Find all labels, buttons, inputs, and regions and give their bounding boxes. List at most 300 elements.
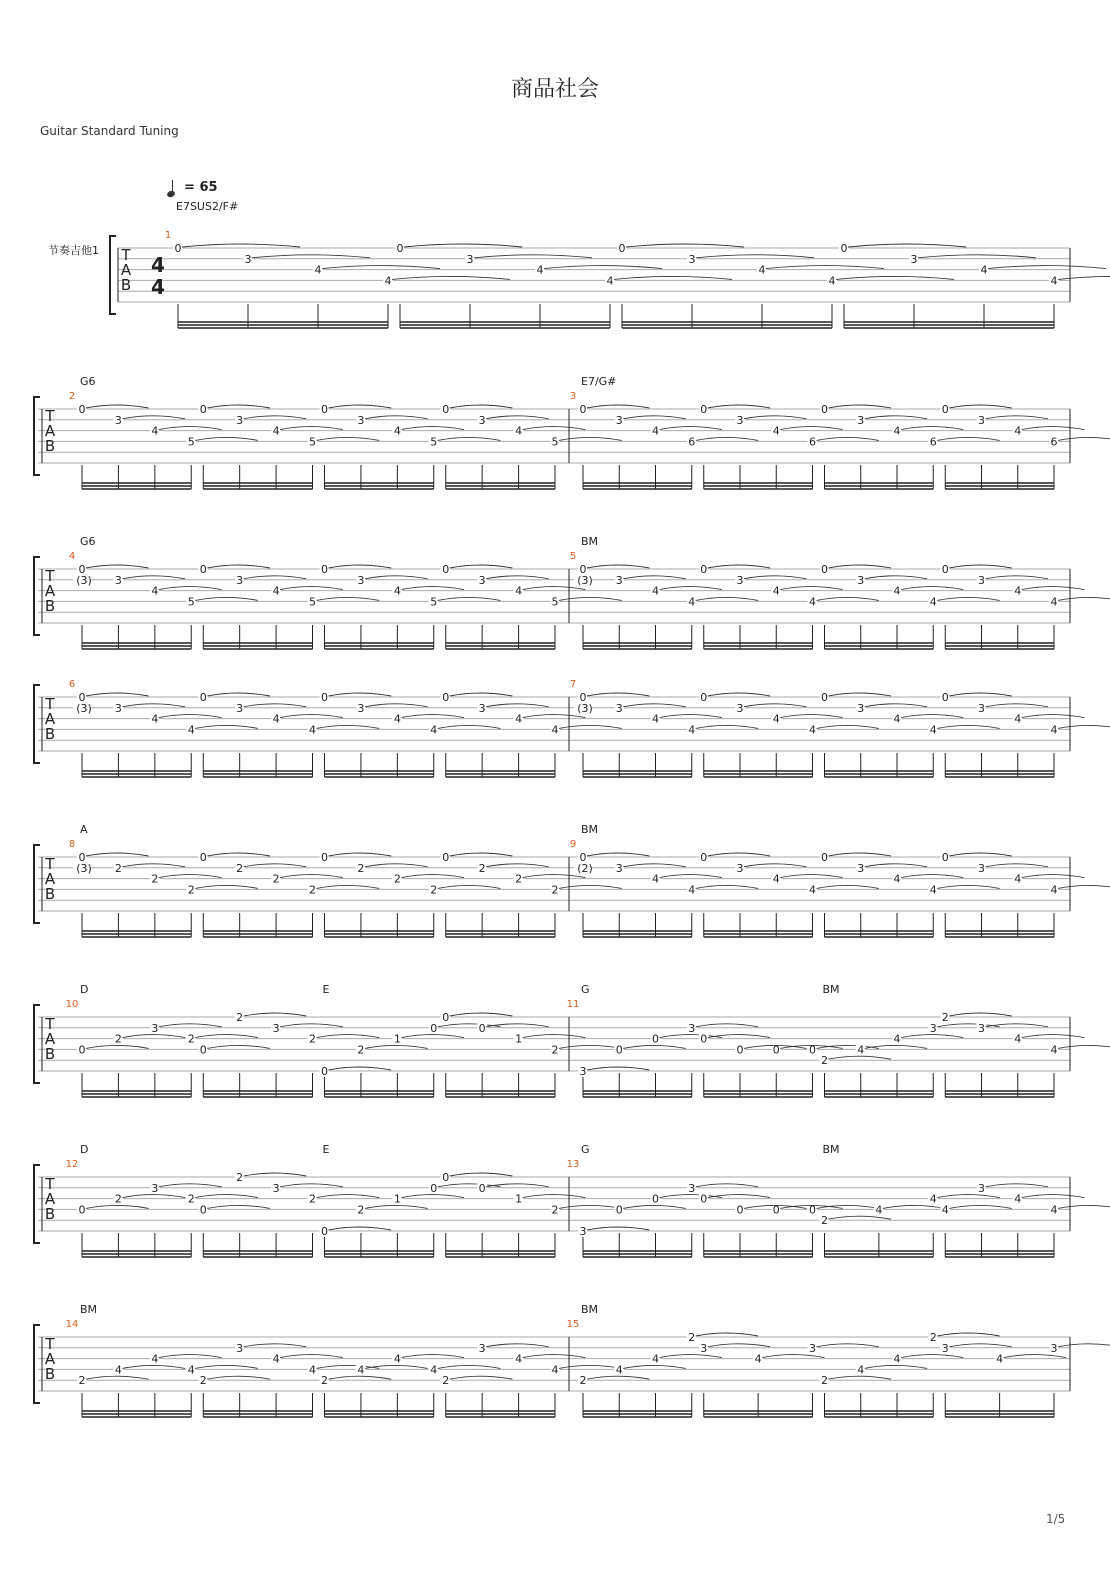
tie-arc xyxy=(587,853,649,856)
tie-arc xyxy=(1022,1035,1084,1038)
tie-arc xyxy=(86,693,149,696)
fret-number: 4 xyxy=(652,712,659,726)
time-signature-bottom: 4 xyxy=(151,275,165,299)
fret-number: 2 xyxy=(236,1171,244,1184)
fret-number: 4 xyxy=(875,1203,883,1217)
fret-number: 5 xyxy=(309,595,316,609)
fret-number: 0 xyxy=(478,1021,486,1035)
fret-number: 4 xyxy=(1050,1203,1058,1217)
fret-number: 5 xyxy=(551,595,559,609)
measure-number: 12 xyxy=(65,1159,79,1170)
fret-number: 1 xyxy=(393,1192,401,1206)
fret-number: 3 xyxy=(478,701,486,715)
fret-number: 4 xyxy=(929,1192,937,1206)
fret-number: 4 xyxy=(893,712,901,726)
fret-number: 0 xyxy=(736,1043,744,1057)
tie-arc xyxy=(280,875,343,878)
tie-arc xyxy=(937,1333,999,1336)
tie-arc xyxy=(122,416,185,419)
fret-number: 0 xyxy=(321,563,328,576)
fret-number: 4 xyxy=(688,883,696,897)
fret-number: 0 xyxy=(321,691,328,704)
measure-number: 7 xyxy=(569,679,577,690)
tie-arc xyxy=(587,1227,649,1230)
tie-arc xyxy=(660,1355,722,1358)
tie-arc xyxy=(587,1376,649,1379)
fret-number: 0 xyxy=(615,1203,623,1217)
tie-arc xyxy=(986,576,1048,579)
fret-number: 4 xyxy=(1014,1192,1022,1206)
fret-number: 2 xyxy=(688,1331,696,1344)
fret-number: 4 xyxy=(114,1363,122,1377)
fret-number: 4 xyxy=(1014,872,1022,886)
tie-arc xyxy=(1022,587,1084,590)
tie-arc xyxy=(365,576,428,579)
tie-arc xyxy=(401,875,464,878)
fret-number: 4 xyxy=(652,584,659,598)
fret-number: 4 xyxy=(652,1352,659,1366)
fret-number: 2 xyxy=(821,1054,828,1068)
fret-number: 2 xyxy=(309,883,316,897)
chord-name: G xyxy=(581,1143,590,1156)
fret-number: 0 xyxy=(618,242,626,255)
tie-arc xyxy=(696,1024,758,1027)
fret-number: 0 xyxy=(700,403,708,416)
tie-arc xyxy=(317,1195,380,1198)
fret-number: 3 xyxy=(151,1021,159,1035)
tie-arc xyxy=(365,704,428,707)
fret-number: 4 xyxy=(272,712,280,726)
tie-arc xyxy=(626,244,744,247)
tie-arc xyxy=(317,1035,380,1038)
fret-number: 4 xyxy=(1050,595,1058,609)
tie-arc xyxy=(829,405,891,408)
fret-number: 2 xyxy=(821,1374,828,1388)
fret-number: 0 xyxy=(321,1225,328,1238)
fret-number: 3 xyxy=(114,413,122,427)
fret-number: 3 xyxy=(910,252,918,266)
fret-number: 0 xyxy=(199,1203,207,1217)
tie-arc xyxy=(317,437,380,440)
fret-number: 4 xyxy=(1050,274,1058,288)
tie-arc xyxy=(486,416,549,419)
fret-number: 4 xyxy=(151,424,159,438)
fret-number: 0 xyxy=(396,242,404,255)
tie-arc xyxy=(660,875,722,878)
fret-number: 4 xyxy=(151,712,159,726)
fret-number: 0 xyxy=(821,691,828,704)
tie-arc xyxy=(829,853,891,856)
tie-arc xyxy=(122,864,185,867)
tie-arc xyxy=(207,853,270,856)
fret-number: 3 xyxy=(736,413,744,427)
tab-clef-letter: B xyxy=(44,1205,56,1223)
tie-arc xyxy=(207,405,270,408)
fret-number: 4 xyxy=(754,1352,762,1366)
fret-number: 2 xyxy=(515,872,523,886)
tie-arc xyxy=(865,704,927,707)
fret-number: 0 xyxy=(700,1032,708,1046)
ghost-fret-number: (3) xyxy=(76,701,92,715)
tie-arc xyxy=(623,576,685,579)
fret-number: 0 xyxy=(442,403,450,416)
fret-number: 3 xyxy=(478,573,486,587)
fret-number: 6 xyxy=(688,435,696,449)
tie-arc xyxy=(988,266,1106,269)
fret-number: 4 xyxy=(1014,712,1022,726)
fret-number: 3 xyxy=(236,573,244,587)
tab-clef-letter: T xyxy=(45,567,55,585)
page-number: 1/5 xyxy=(1046,1512,1066,1526)
tie-arc xyxy=(901,875,963,878)
tie-arc xyxy=(523,1195,586,1198)
fret-number: 4 xyxy=(430,1363,438,1377)
ghost-fret-number: (3) xyxy=(76,861,92,875)
tab-clef-letter: B xyxy=(44,1365,56,1383)
fret-number: 0 xyxy=(199,691,207,704)
measure-number: 15 xyxy=(566,1319,580,1330)
fret-number: 1 xyxy=(515,1192,523,1206)
fret-number: 3 xyxy=(579,1065,587,1078)
tie-arc xyxy=(986,1184,1048,1187)
tie-arc xyxy=(86,1045,149,1048)
measure-number: 1 xyxy=(164,230,172,241)
tie-arc xyxy=(865,864,927,867)
tie-arc xyxy=(86,565,149,568)
fret-number: 6 xyxy=(929,435,937,449)
tab-clef-letter: B xyxy=(44,725,56,743)
tie-arc xyxy=(836,276,954,279)
tab-clef-letter: A xyxy=(44,1190,56,1208)
fret-number: 5 xyxy=(187,595,195,609)
fret-number: 4 xyxy=(652,424,659,438)
fret-number: 4 xyxy=(772,584,780,598)
tie-arc xyxy=(817,1344,879,1347)
fret-number: 4 xyxy=(151,584,159,598)
tie-arc xyxy=(623,1045,685,1048)
fret-number: 0 xyxy=(199,1043,207,1057)
tempo-equals: = xyxy=(184,180,195,195)
tie-arc xyxy=(708,853,770,856)
fret-number: 0 xyxy=(700,691,708,704)
fret-number: 4 xyxy=(515,584,523,598)
tie-arc xyxy=(660,715,722,718)
fret-number: 4 xyxy=(809,595,816,609)
measure-number: 5 xyxy=(569,551,577,562)
fret-number: 3 xyxy=(736,701,744,715)
chord-name: BM xyxy=(822,983,840,996)
tie-arc xyxy=(195,885,258,888)
fret-number: 4 xyxy=(1050,723,1058,737)
fret-number: 3 xyxy=(700,1341,708,1355)
fret-number: 0 xyxy=(941,403,949,416)
fret-number: 4 xyxy=(893,1032,901,1046)
fret-number: 0 xyxy=(78,691,86,704)
tie-arc xyxy=(86,405,149,408)
chord-name: BM xyxy=(581,535,599,548)
fret-number: 0 xyxy=(821,563,828,576)
tie-arc xyxy=(450,565,513,568)
fret-number: 3 xyxy=(978,413,985,427)
tab-clef-letter: T xyxy=(45,1175,55,1193)
fret-number: 3 xyxy=(478,413,486,427)
fret-number: 3 xyxy=(357,413,365,427)
fret-number: 4 xyxy=(893,424,901,438)
fret-number: 0 xyxy=(736,1203,744,1217)
tie-arc xyxy=(122,1035,185,1038)
tie-arc xyxy=(438,597,501,600)
fret-number: 4 xyxy=(758,263,766,277)
tie-arc xyxy=(780,587,842,590)
measure-number: 13 xyxy=(566,1159,580,1170)
tie-arc xyxy=(744,416,806,419)
tie-arc xyxy=(780,875,842,878)
tie-arc xyxy=(559,597,622,600)
tie-arc xyxy=(122,1365,185,1368)
fret-number: 4 xyxy=(430,723,438,737)
tie-arc xyxy=(696,1184,758,1187)
fret-number: 3 xyxy=(615,573,623,587)
fret-number: 4 xyxy=(515,712,523,726)
fret-number: 0 xyxy=(78,1203,86,1217)
fret-number: 2 xyxy=(551,1043,559,1057)
measure-number: 4 xyxy=(68,551,76,562)
tie-arc xyxy=(1022,875,1084,878)
tie-arc xyxy=(986,864,1048,867)
fret-number: 4 xyxy=(151,1352,159,1366)
tie-arc xyxy=(329,693,392,696)
fret-number: 3 xyxy=(236,413,244,427)
fret-number: 4 xyxy=(652,872,659,886)
tie-arc xyxy=(329,1067,392,1070)
fret-number: 4 xyxy=(272,1352,280,1366)
tie-arc xyxy=(901,1035,963,1038)
fret-number: 0 xyxy=(430,1181,438,1195)
tab-clef-letter: B xyxy=(44,437,56,455)
fret-number: 4 xyxy=(688,595,696,609)
measure-number: 14 xyxy=(65,1319,79,1330)
fret-number: 2 xyxy=(551,883,559,897)
chord-name: E7/G# xyxy=(581,375,617,388)
fret-number: 4 xyxy=(551,723,559,737)
tie-arc xyxy=(86,1376,149,1379)
fret-number: 2 xyxy=(114,861,122,875)
tie-arc xyxy=(949,853,1011,856)
fret-number: 2 xyxy=(357,1043,365,1057)
tab-clef-letter: A xyxy=(44,1350,56,1368)
tie-arc xyxy=(207,1045,270,1048)
fret-number: 0 xyxy=(579,563,587,576)
tie-arc xyxy=(280,1355,343,1358)
fret-number: 3 xyxy=(688,1021,696,1035)
tie-arc xyxy=(623,704,685,707)
tie-arc xyxy=(817,437,879,440)
song-title: 商品社会 xyxy=(510,77,599,102)
fret-number: 3 xyxy=(236,1341,244,1355)
fret-number: 0 xyxy=(442,1011,450,1024)
time-signature-top: 4 xyxy=(151,253,165,277)
tie-arc xyxy=(159,587,222,590)
fret-number: 4 xyxy=(606,274,614,288)
tie-arc xyxy=(122,576,185,579)
tie-arc xyxy=(392,276,510,279)
measure-number: 8 xyxy=(68,839,76,850)
fret-number: 3 xyxy=(151,1181,159,1195)
tie-arc xyxy=(195,1035,258,1038)
fret-number: 0 xyxy=(442,563,450,576)
tie-arc xyxy=(660,427,722,430)
fret-number: 4 xyxy=(272,584,280,598)
fret-number: 4 xyxy=(857,1363,865,1377)
fret-number: 3 xyxy=(978,573,985,587)
tie-arc xyxy=(623,864,685,867)
tie-arc xyxy=(317,725,380,728)
tie-arc xyxy=(829,1216,891,1219)
tie-arc xyxy=(450,1376,513,1379)
tie-arc xyxy=(937,885,999,888)
tie-arc xyxy=(937,1195,999,1198)
tie-arc xyxy=(244,576,307,579)
fret-number: 3 xyxy=(615,413,623,427)
tie-arc xyxy=(817,725,879,728)
tie-arc xyxy=(949,693,1011,696)
tie-arc xyxy=(450,1013,513,1016)
tie-arc xyxy=(159,875,222,878)
fret-number: 0 xyxy=(174,242,182,255)
tie-arc xyxy=(559,725,622,728)
tie-arc xyxy=(696,597,758,600)
fret-number: 4 xyxy=(929,595,937,609)
fret-number: 2 xyxy=(321,1374,328,1388)
tie-arc xyxy=(207,1376,270,1379)
tie-arc xyxy=(1022,1195,1084,1198)
tie-arc xyxy=(195,597,258,600)
tie-arc xyxy=(587,565,649,568)
fret-number: 3 xyxy=(929,1021,937,1035)
tie-arc xyxy=(329,405,392,408)
tie-arc xyxy=(159,427,222,430)
fret-number: 4 xyxy=(772,424,780,438)
tie-arc xyxy=(1004,1355,1066,1358)
tie-arc xyxy=(404,244,522,247)
tie-arc xyxy=(623,1365,685,1368)
fret-number: 4 xyxy=(384,274,392,288)
tie-arc xyxy=(708,405,770,408)
tie-arc xyxy=(322,266,440,269)
chord-name: E xyxy=(322,983,330,996)
fret-number: 0 xyxy=(478,1181,486,1195)
fret-number: 2 xyxy=(430,883,438,897)
fret-number: 0 xyxy=(321,851,328,864)
tab-clef-letter: T xyxy=(45,1335,55,1353)
fret-number: 3 xyxy=(236,701,244,715)
tie-arc xyxy=(86,1205,149,1208)
fret-number: 5 xyxy=(430,435,438,449)
tie-arc xyxy=(401,1195,464,1198)
fret-number: 4 xyxy=(1014,1032,1022,1046)
tie-arc xyxy=(937,725,999,728)
tab-system xyxy=(34,1325,1110,1417)
tie-arc xyxy=(901,1355,963,1358)
tie-arc xyxy=(523,875,586,878)
fret-number: 0 xyxy=(430,1021,438,1035)
fret-number: 0 xyxy=(78,1043,86,1057)
tie-arc xyxy=(401,587,464,590)
fret-number: 5 xyxy=(551,435,559,449)
fret-number: 0 xyxy=(78,851,86,864)
tuning-label: Guitar Standard Tuning xyxy=(40,124,179,138)
tie-arc xyxy=(365,1205,428,1208)
fret-number: 2 xyxy=(187,1192,195,1206)
tie-arc xyxy=(450,1173,513,1176)
tie-arc xyxy=(696,1333,758,1336)
fret-number: 0 xyxy=(700,1192,708,1206)
tab-clef-letter: A xyxy=(44,1030,56,1048)
tie-arc xyxy=(1022,715,1084,718)
fret-number: 0 xyxy=(652,1032,659,1046)
fret-number: 0 xyxy=(840,242,848,255)
tie-arc xyxy=(159,1024,222,1027)
fret-number: 2 xyxy=(114,1032,122,1046)
tie-arc xyxy=(401,427,464,430)
fret-number: 2 xyxy=(151,872,159,886)
tab-clef-letter: T xyxy=(45,695,55,713)
tie-arc xyxy=(438,725,501,728)
fret-number: 4 xyxy=(828,274,836,288)
tie-arc xyxy=(587,693,649,696)
chord-name: G xyxy=(581,983,590,996)
tie-arc xyxy=(544,266,662,269)
tie-arc xyxy=(280,715,343,718)
fret-number: 0 xyxy=(442,851,450,864)
tie-arc xyxy=(122,704,185,707)
fret-number: 2 xyxy=(78,1374,86,1388)
tab-clef-letter: A xyxy=(44,710,56,728)
fret-number: 0 xyxy=(321,1065,328,1078)
tie-arc xyxy=(623,416,685,419)
tab-clef-letter: A xyxy=(120,261,132,279)
tie-arc xyxy=(901,587,963,590)
fret-number: 0 xyxy=(652,1192,659,1206)
fret-number: 0 xyxy=(821,851,828,864)
fret-number: 4 xyxy=(1050,1043,1058,1057)
tie-arc xyxy=(280,427,343,430)
chord-name: D xyxy=(80,1143,89,1156)
tab-clef-letter: T xyxy=(45,855,55,873)
tab-clef-letter: A xyxy=(44,582,56,600)
measure-number: 11 xyxy=(566,999,580,1010)
tie-arc xyxy=(559,437,622,440)
tie-arc xyxy=(696,725,758,728)
fret-number: 6 xyxy=(1050,435,1058,449)
fret-number: 0 xyxy=(941,563,949,576)
tie-arc xyxy=(949,1344,1011,1347)
tie-arc xyxy=(559,1365,622,1368)
tie-arc xyxy=(365,1045,428,1048)
fret-number: 0 xyxy=(615,1043,623,1057)
measure-number: 3 xyxy=(569,391,577,402)
tie-arc xyxy=(696,255,814,258)
tie-arc xyxy=(937,437,999,440)
fret-number: 4 xyxy=(551,1363,559,1377)
fret-number: 2 xyxy=(309,1192,316,1206)
tie-arc xyxy=(244,704,307,707)
fret-number: 0 xyxy=(700,563,708,576)
tie-arc xyxy=(244,1013,307,1016)
tie-arc xyxy=(159,1184,222,1187)
tie-arc xyxy=(1058,276,1110,279)
tab-clef-letter: T xyxy=(121,246,131,264)
